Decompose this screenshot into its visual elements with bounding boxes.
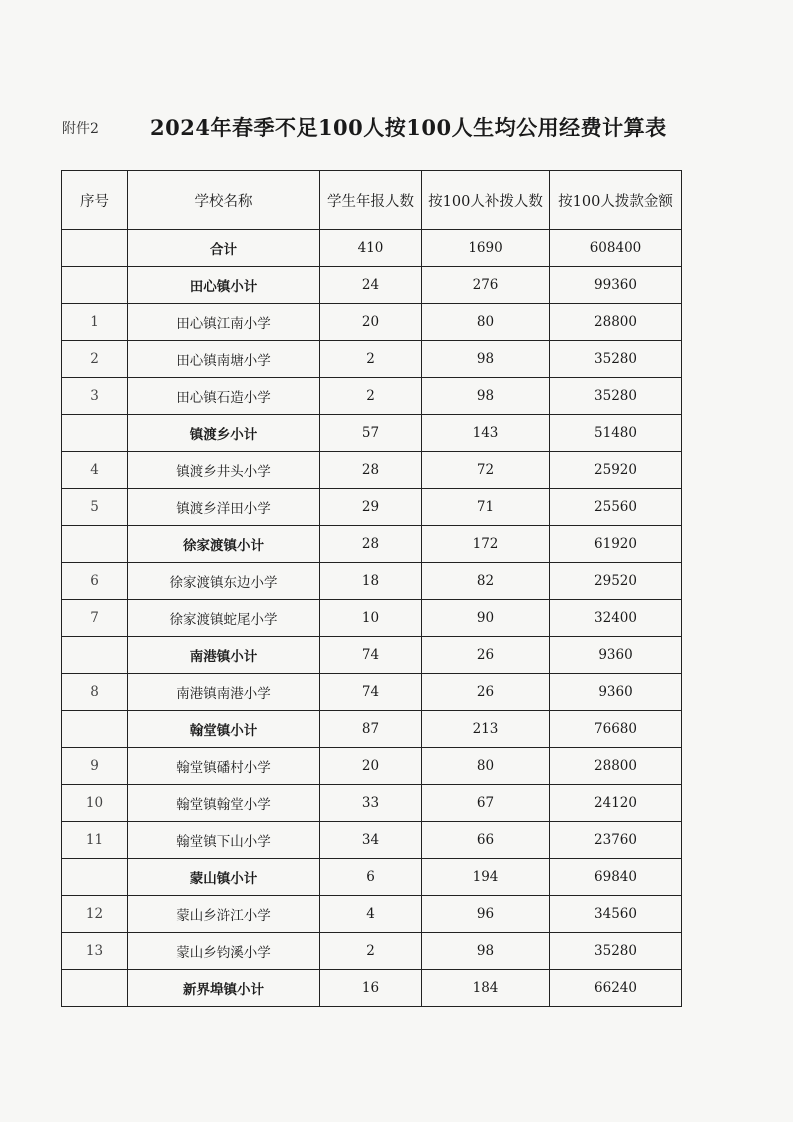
- document-title: 2024年春季不足100人按100人生均公用经费计算表: [150, 115, 667, 140]
- row-index: [62, 970, 128, 1007]
- supplement-count: 80: [422, 748, 550, 785]
- subtotal-row: [62, 415, 682, 452]
- student-count: 28: [320, 526, 422, 563]
- funding-amount: 32400: [550, 600, 682, 637]
- school-name: 南港镇小计: [128, 637, 320, 674]
- supplement-count: 1690: [422, 230, 550, 267]
- header-supplement: 按100人补拨人数: [422, 171, 550, 230]
- school-name: 镇渡乡井头小学: [128, 452, 320, 489]
- funding-amount: 25920: [550, 452, 682, 489]
- row-index: 11: [62, 822, 128, 859]
- table-row: [62, 452, 682, 489]
- row-index: 9: [62, 748, 128, 785]
- header-school-name: 学校名称: [128, 171, 320, 230]
- student-count: 2: [320, 378, 422, 415]
- student-count: 34: [320, 822, 422, 859]
- school-name: 新界埠镇小计: [128, 970, 320, 1007]
- supplement-count: 98: [422, 341, 550, 378]
- supplement-count: 194: [422, 859, 550, 896]
- row-index: 5: [62, 489, 128, 526]
- student-count: 29: [320, 489, 422, 526]
- table-body: [62, 230, 682, 1007]
- row-index: 6: [62, 563, 128, 600]
- student-count: 10: [320, 600, 422, 637]
- funding-amount: 29520: [550, 563, 682, 600]
- table-row: [62, 674, 682, 711]
- student-count: 74: [320, 637, 422, 674]
- subtotal-row: [62, 859, 682, 896]
- school-name: 田心镇南塘小学: [128, 341, 320, 378]
- table-row: [62, 489, 682, 526]
- funding-amount: 61920: [550, 526, 682, 563]
- supplement-count: 276: [422, 267, 550, 304]
- student-count: 2: [320, 933, 422, 970]
- row-index: 10: [62, 785, 128, 822]
- row-index: [62, 711, 128, 748]
- subtotal-row: [62, 970, 682, 1007]
- school-name: 合计: [128, 230, 320, 267]
- school-name: 翰堂镇磻村小学: [128, 748, 320, 785]
- student-count: 24: [320, 267, 422, 304]
- subtotal-row: [62, 637, 682, 674]
- funding-amount: 66240: [550, 970, 682, 1007]
- student-count: 6: [320, 859, 422, 896]
- school-name: 镇渡乡小计: [128, 415, 320, 452]
- school-name: 田心镇江南小学: [128, 304, 320, 341]
- funding-amount: 35280: [550, 378, 682, 415]
- funding-amount: 23760: [550, 822, 682, 859]
- student-count: 87: [320, 711, 422, 748]
- supplement-count: 71: [422, 489, 550, 526]
- table-row: [62, 785, 682, 822]
- supplement-count: 184: [422, 970, 550, 1007]
- funding-amount: 24120: [550, 785, 682, 822]
- funding-amount: 99360: [550, 267, 682, 304]
- header-row: [62, 171, 682, 230]
- funding-amount: 35280: [550, 933, 682, 970]
- supplement-count: 26: [422, 637, 550, 674]
- table-row: [62, 748, 682, 785]
- supplement-count: 90: [422, 600, 550, 637]
- subtotal-row: [62, 711, 682, 748]
- supplement-count: 82: [422, 563, 550, 600]
- supplement-count: 80: [422, 304, 550, 341]
- school-name: 镇渡乡洋田小学: [128, 489, 320, 526]
- student-count: 4: [320, 896, 422, 933]
- supplement-count: 98: [422, 378, 550, 415]
- school-name: 徐家渡镇小计: [128, 526, 320, 563]
- row-index: 3: [62, 378, 128, 415]
- funding-amount: 69840: [550, 859, 682, 896]
- student-count: 410: [320, 230, 422, 267]
- row-index: 12: [62, 896, 128, 933]
- row-index: [62, 415, 128, 452]
- header-index: 序号: [62, 171, 128, 230]
- funding-amount: 25560: [550, 489, 682, 526]
- school-name: 南港镇南港小学: [128, 674, 320, 711]
- funding-amount: 9360: [550, 637, 682, 674]
- table-row: [62, 933, 682, 970]
- supplement-count: 96: [422, 896, 550, 933]
- supplement-count: 213: [422, 711, 550, 748]
- header-students: 学生年报人数: [320, 171, 422, 230]
- row-index: [62, 637, 128, 674]
- student-count: 20: [320, 748, 422, 785]
- subtotal-row: [62, 267, 682, 304]
- row-index: 4: [62, 452, 128, 489]
- row-index: 2: [62, 341, 128, 378]
- table-row: [62, 600, 682, 637]
- funding-amount: 28800: [550, 304, 682, 341]
- student-count: 20: [320, 304, 422, 341]
- funding-amount: 9360: [550, 674, 682, 711]
- student-count: 33: [320, 785, 422, 822]
- table-row: [62, 822, 682, 859]
- student-count: 16: [320, 970, 422, 1007]
- subtotal-row: [62, 526, 682, 563]
- supplement-count: 26: [422, 674, 550, 711]
- row-index: [62, 859, 128, 896]
- student-count: 2: [320, 341, 422, 378]
- school-name: 翰堂镇翰堂小学: [128, 785, 320, 822]
- supplement-count: 66: [422, 822, 550, 859]
- school-name: 蒙山乡浒江小学: [128, 896, 320, 933]
- row-index: [62, 526, 128, 563]
- supplement-count: 172: [422, 526, 550, 563]
- table-row: [62, 304, 682, 341]
- funding-amount: 608400: [550, 230, 682, 267]
- funding-table: [61, 170, 682, 1007]
- school-name: 翰堂镇下山小学: [128, 822, 320, 859]
- supplement-count: 98: [422, 933, 550, 970]
- funding-amount: 34560: [550, 896, 682, 933]
- table-row: [62, 341, 682, 378]
- row-index: 8: [62, 674, 128, 711]
- school-name: 田心镇小计: [128, 267, 320, 304]
- row-index: [62, 230, 128, 267]
- student-count: 18: [320, 563, 422, 600]
- funding-amount: 28800: [550, 748, 682, 785]
- row-index: 1: [62, 304, 128, 341]
- row-index: 7: [62, 600, 128, 637]
- attachment-label: 附件2: [62, 121, 99, 137]
- school-name: 徐家渡镇东边小学: [128, 563, 320, 600]
- funding-amount: 76680: [550, 711, 682, 748]
- table-row: [62, 378, 682, 415]
- supplement-count: 67: [422, 785, 550, 822]
- header-amount: 按100人拨款金额: [550, 171, 682, 230]
- school-name: 徐家渡镇蛇尾小学: [128, 600, 320, 637]
- supplement-count: 143: [422, 415, 550, 452]
- table-row: [62, 896, 682, 933]
- school-name: 蒙山乡钧溪小学: [128, 933, 320, 970]
- student-count: 28: [320, 452, 422, 489]
- funding-amount: 51480: [550, 415, 682, 452]
- school-name: 翰堂镇小计: [128, 711, 320, 748]
- row-index: [62, 267, 128, 304]
- table-row: [62, 563, 682, 600]
- row-index: 13: [62, 933, 128, 970]
- total-row: [62, 230, 682, 267]
- supplement-count: 72: [422, 452, 550, 489]
- funding-amount: 35280: [550, 341, 682, 378]
- school-name: 蒙山镇小计: [128, 859, 320, 896]
- school-name: 田心镇石造小学: [128, 378, 320, 415]
- student-count: 57: [320, 415, 422, 452]
- student-count: 74: [320, 674, 422, 711]
